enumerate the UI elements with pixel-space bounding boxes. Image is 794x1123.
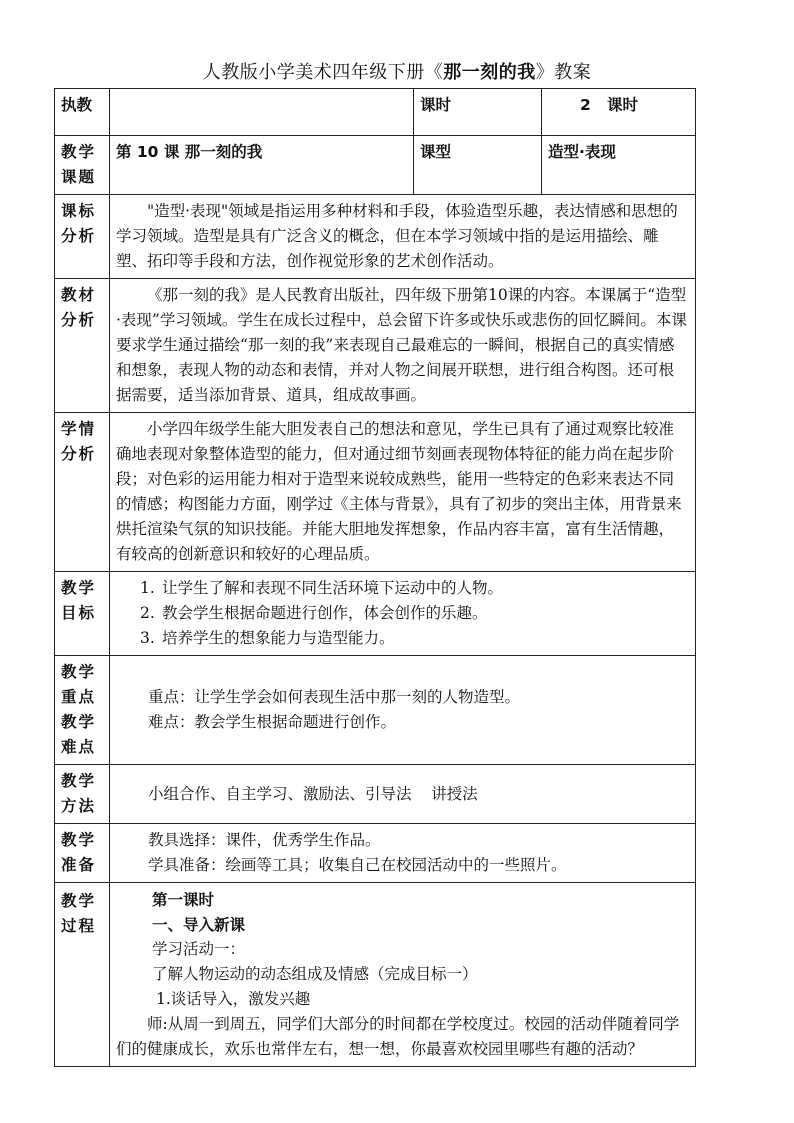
students-label: 学情 分析: [55, 413, 110, 572]
key-points-label: 教学 重点 教学 难点: [55, 656, 110, 765]
title-suffix: 》教案: [535, 62, 592, 83]
type-value: 造型·表现: [542, 136, 696, 195]
difficulty-text: 难点：教会学生根据命题进行创作。: [148, 713, 397, 731]
title-prefix: 人教版小学美术四年级下册《: [202, 62, 444, 83]
process-label: 教学 过程: [55, 883, 110, 1067]
row-teacher: [55, 89, 696, 136]
activity-title: 学习活动一：: [152, 940, 246, 958]
row-prep: [55, 824, 696, 883]
goal-item: 3. 培养学生的想象能力与造型能力。: [140, 629, 395, 647]
methods-label: 教学 方法: [55, 765, 110, 824]
textbook-text: 《那一刻的我》是人民教育出版社，四年级下册第10课的内容。本课属于“造型·表现”学习领域。学生在成长过程中，总会留下许多或快乐或悲伤的回忆瞬间。本课要求学生通过描绘“那一刻的我”来表现自己最难忘的一瞬间，根据自己的真实情感和想象，表现人物的动态和表情，并对人物之间展开联想，进行组合构图。还可根据需要，适当添加背景、道具，组成故事画。: [116, 286, 687, 404]
row-textbook: [55, 279, 696, 413]
activity-goal: 了解人物运动的动态组成及情感（完成目标一）: [152, 965, 478, 983]
topic-value: 第 10 课 那一刻的我: [110, 136, 414, 195]
row-methods: [55, 765, 696, 824]
goal-item: 2. 教会学生根据命题进行创作，体会创作的乐趣。: [140, 604, 488, 622]
period-title: 第一课时: [152, 890, 215, 909]
textbook-label: 教材 分析: [55, 279, 110, 413]
row-goals: [55, 572, 696, 656]
hours-label: 课时: [414, 89, 542, 136]
key-points-cell: [110, 656, 696, 765]
title-lesson: 那一刻的我: [443, 62, 536, 83]
goals-list: [110, 572, 696, 656]
students-text-cell: [110, 413, 696, 572]
goals-label: 教学 目标: [55, 572, 110, 656]
row-students: [55, 413, 696, 572]
students-text: 小学四年级学生能大胆发表自己的想法和意见，学生已具有了通过观察比较准确地表现对象整体造型的能力，但对通过细节刻画表现物体特征的能力尚在起步阶段；对色彩的运用能力相对于造型来说较成熟些，能用一些特定的色彩来表达不同的情感；构图能力方面，刚学过《主体与背景》，具有了初步的突出主体，用背景来烘托渲染气氛的知识技能。并能大胆地发挥想象，作品内容丰富，富有生活情趣，有较高的创新意识和较好的心理品质。: [116, 420, 682, 563]
document-title: [0, 58, 794, 84]
standard-text: "造型·表现"领域是指运用多种材料和手段，体验造型乐趣，表达情感和思想的学习领域。造型是具有广泛含义的概念，但在本学习领域中指的是运用描绘、雕塑、拓印等手段和方法，创作视觉形象的艺术创作活动。: [116, 202, 678, 270]
prep-teacher: 教具选择：课件，优秀学生作品。: [148, 831, 381, 849]
dialogue-text: 师:从周一到周五，同学们大部分的时间都在学校度过。校园的活动伴随着同学们的健康成长，欢乐也常伴左右，想一想，你最喜欢校园里哪些有趣的活动？: [116, 1015, 680, 1058]
goal-item: 1. 让学生了解和表现不同生活环境下运动中的人物。: [140, 579, 504, 597]
prep-cell: [110, 824, 696, 883]
methods-text: 小组合作、自主学习、激励法、引导法 讲授法: [110, 765, 696, 824]
topic-label: 教学 课题: [55, 136, 110, 195]
hours-value: 2 课时: [542, 89, 696, 136]
row-topic: [55, 136, 696, 195]
textbook-text-cell: [110, 279, 696, 413]
prep-label: 教学 准备: [55, 824, 110, 883]
standard-text-cell: [110, 195, 696, 279]
process-cell: [110, 883, 696, 1067]
row-process: [55, 883, 696, 1067]
row-key-points: [55, 656, 696, 765]
teacher-value: [110, 89, 414, 136]
prep-student: 学具准备：绘画等工具；收集自己在校园活动中的一些照片。: [148, 856, 567, 874]
type-label: 课型: [414, 136, 542, 195]
section-title: 一、导入新课: [152, 915, 246, 934]
key-point-text: 重点：让学生学会如何表现生活中那一刻的人物造型。: [148, 688, 521, 706]
teacher-label: 执教: [55, 89, 110, 136]
row-standard: [55, 195, 696, 279]
lesson-plan-table: [54, 88, 696, 1067]
standard-label: 课标 分析: [55, 195, 110, 279]
step-title: 1.谈话导入，激发兴趣: [156, 990, 311, 1008]
